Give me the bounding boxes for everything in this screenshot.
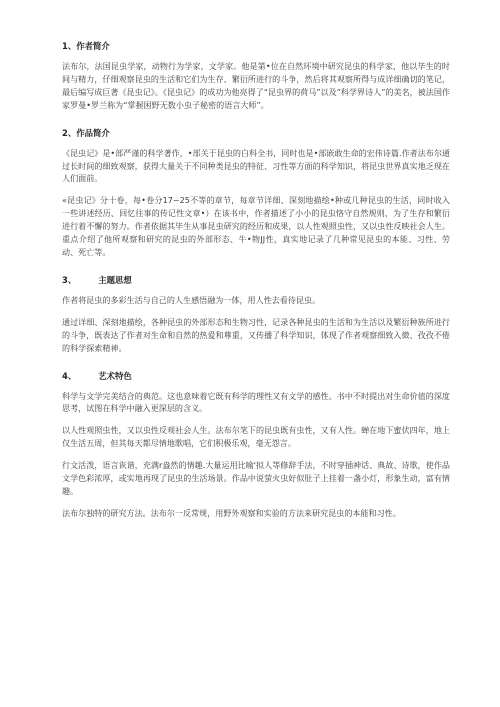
section-heading (62, 274, 450, 286)
section-author-intro (62, 40, 450, 113)
paragraph: 以人性观照虫性，又以虫性反观社会人生。法布尔笔下的昆虫既有虫性，又有人性。蝉在地下蜜伏四年，地上仅生活五周，但其每天都尽情地歌唱，它们积极乐观，毫无怨言。 (62, 426, 450, 449)
section-theme (62, 274, 450, 356)
paragraph: 作者将昆虫的多彩生活与自己的人生感悟融为一体，用人性去看待昆虫。 (62, 295, 321, 305)
section-number: 3、 (62, 274, 77, 285)
section-heading (62, 370, 450, 382)
document-body (62, 40, 450, 530)
paragraph: 《昆虫记》是•部严谨的科学著作，•部关于昆虫的白科全书，同时也是•部嵌敢生命的宏伟诗篇.作者法布尔通过长时间的细致观察，获得大量关于不同种类昆虫的特征、习性等方面的科学知识，将昆虫世界真实地乏现在人们面前。 (62, 148, 450, 184)
paragraph: 科学与文学完美结合的典范。这也意味着它既有科学的理性又有文学的感性。书中不时提出对生命价值的深度思考，试图在科学中融入更深层的含义。 (62, 391, 450, 414)
section-work-intro (62, 127, 450, 260)
section-number: 4、 (62, 370, 77, 381)
section-heading: 2、作品简介 (62, 127, 110, 138)
section-title: 艺术特色 (98, 370, 132, 381)
paragraph: 法布尔独特的研究方法。法布尔一反常规，用野外观察和实验的方法来研究昆虫的本能和习性。 (62, 508, 401, 518)
section-heading: 1、作者简介 (62, 41, 110, 51)
section-title: 主题思想 (98, 274, 132, 285)
section-artistic-features (62, 370, 450, 521)
paragraph: 行文活泼，语言诙谐，充满r盎然的情趣.大量运用比喻'拟人等修辞手法，不时穿插神话、典故、诗歌，使作品文学色彩浓厚，或实地再现了昆虫的生活场景。作品中说萤火虫好似肚子上挂着一盏小灯，形象生动，富有情趣。 (62, 461, 450, 496)
paragraph: «昆虫记》分十卷，每•卷分17~25不等的章节，每章节详细、深刻地描绘•种或几种昆虫的生活，同时收入一些讲述经历、回忆往事的传记性文章•）在该书中，作者描述了小小的昆虫恪守自然规则，为了生存和繁衍进行着不懈的努力。作者依据其毕生从事昆虫研究的经历和成果，以人性观照虫性，又以虫性反映社会人生。重点介绍了他所观察和研究的昆虫的外部形态、牛•物JJ性，真实地记录了几种常见昆虫的本能、习性、劳动、死亡等。 (62, 196, 450, 257)
paragraph: 通过详细、深刻地描绘，各种昆虫的外部形态和生物习性，记录各种昆虫的生活和为生活以及繁衍种族所进行的斗争，既表达了作者对生命和自然的热爱和尊重，又传播了科学知识，体现了作者观察细致入微、孜孜不倦的科学探索精神。 (62, 317, 450, 353)
paragraph: 法布尔，法国昆虫学家，动物行为学家，文学家。他是第•位在自然环境中研究昆虫的科学家，他以毕生的时间与精力，仔细观察昆虫的生活和它们为生存、繁衍所进行的斗争，然后将其观察所得与成详细确切的笔记，最后编写成巨著《昆虫记》。《昆虫记》的成功为他亮得了“昆虫界的荷马”以及“科学界诗人”的美名，被法国作家罗曼•罗兰称为“掌握困野无数小虫子秘密的语言大师”。 (62, 62, 450, 110)
